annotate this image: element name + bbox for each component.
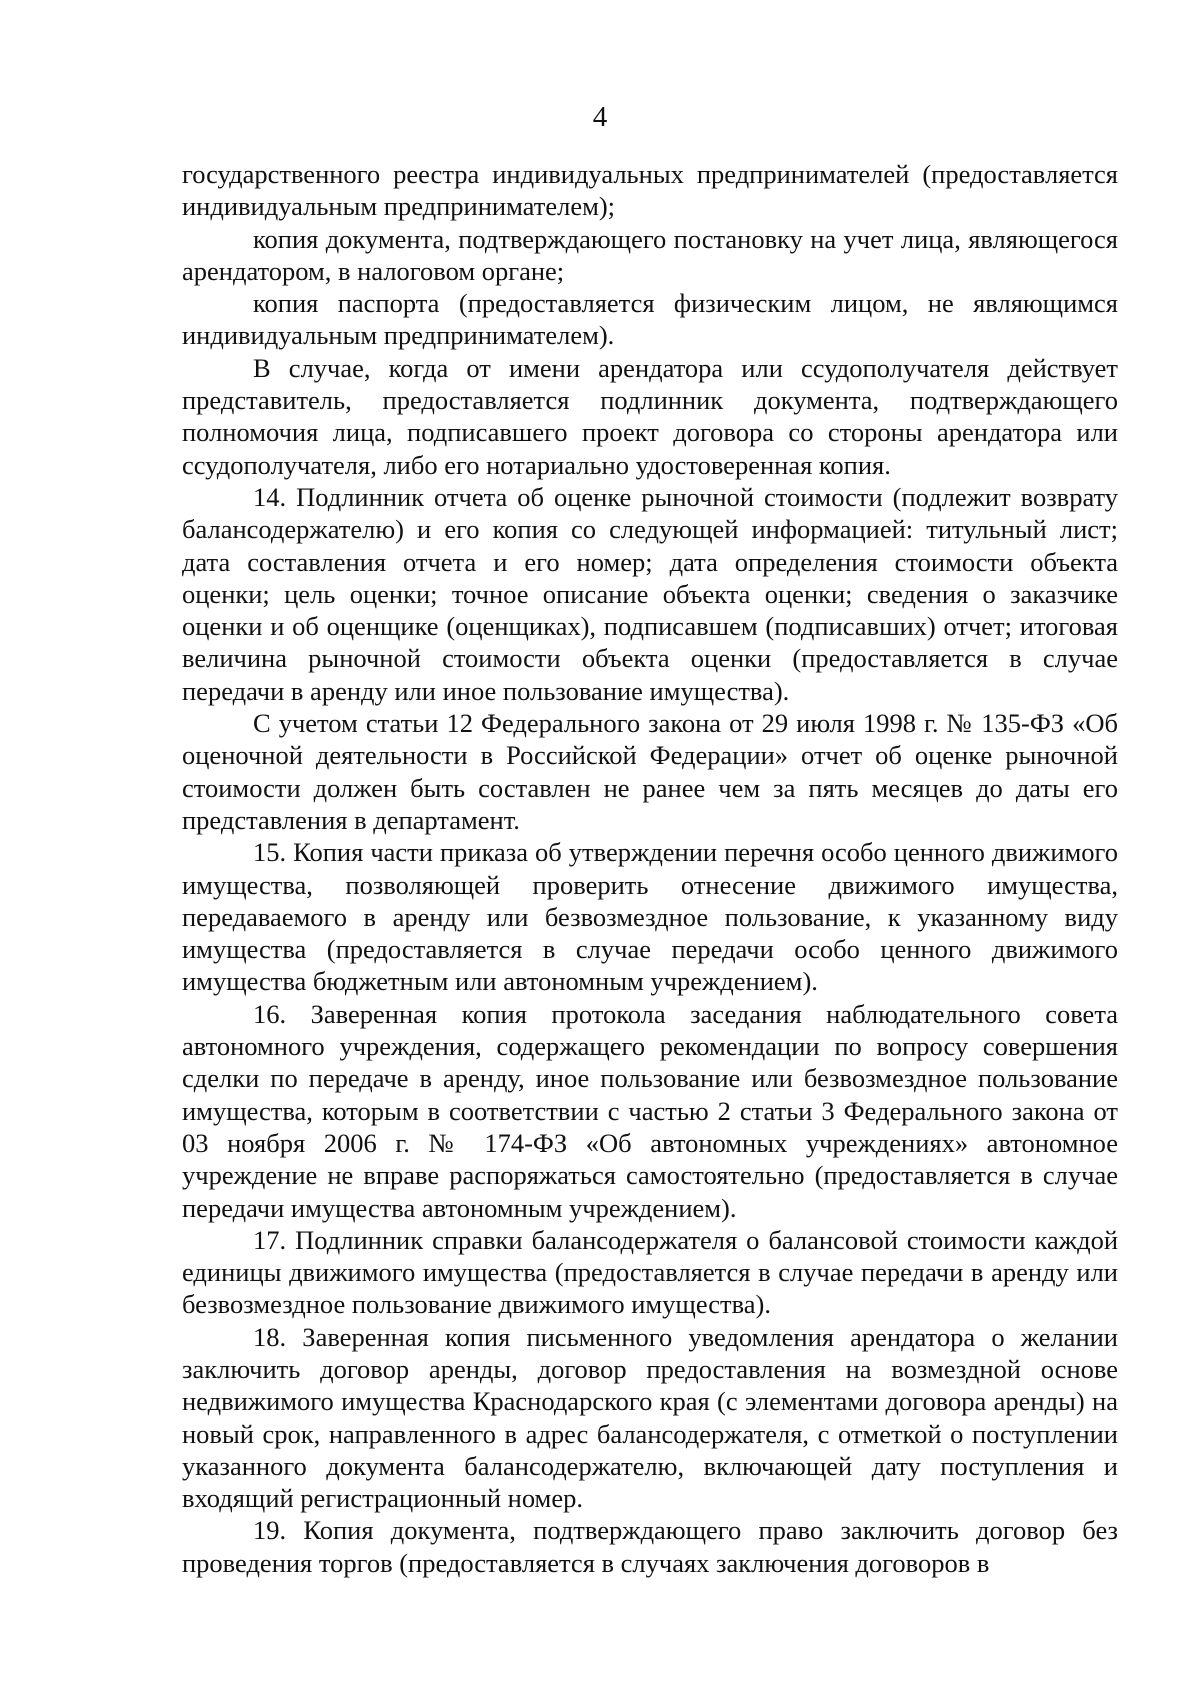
paragraph-tax-registration-copy: копия документа, подтверждающего постановку на учет лица, являющегося арендатором, в налоговом органе; (182, 223, 1118, 286)
paragraph-item-19: 19. Копия документа, подтверждающего право заключить договор без проведения торгов (предоставляется в случаях заключения договоров в (182, 1515, 1118, 1578)
paragraph-item-16: 16. Заверенная копия протокола заседания наблюдательного совета автономного учреждения, содержащего рекомендации по вопросу совершения сделки по передаче в аренду, иное пользование или безвозмездное пользование имущества, которым в соответствии с частью 2 статьи 3 Федерального закона от 03 ноября 2006 г. № 174-ФЗ «Об автономных учреждениях» автономное учреждение не вправе распоряжаться самостоятельно (предоставляется в случае передачи имущества автономным учреждением). (182, 998, 1118, 1223)
paragraph-registry-continuation: государственного реестра индивидуальных предпринимателей (предоставляется индивидуальным предпринимателем); (182, 159, 1118, 222)
paragraph-item-18: 18. Заверенная копия письменного уведомления арендатора о желании заключить договор аренды, договор предоставления на возмездной основе недвижимого имущества Краснодарского края (с элементами договора аренды) на новый срок, направленного в адрес балансодержателя, с отметкой о поступлении указанного документа балансодержателю, включающей дату поступления и входящий регистрационный номер. (182, 1321, 1118, 1514)
document-body (182, 158, 1118, 1579)
paragraph-item-14: 14. Подлинник отчета об оценке рыночной стоимости (подлежит возврату балансодержателю) и его копия со следующей информацией: титульный лист; дата составления отчета и его номер; дата определения стоимости объекта оценки; цель оценки; точное описание объекта оценки; сведения о заказчике оценки и об оценщике (оценщиках), подписавшем (подписавших) отчет; итоговая величина рыночной стоимости объекта оценки (предоставляется в случае передачи в аренду или иное пользование имущества). (182, 481, 1118, 706)
paragraph-item-15: 15. Копия части приказа об утверждении перечня особо ценного движимого имущества, позволяющей проверить отнесение движимого имущества, передаваемого в аренду или безвозмездное пользование, к указанному виду имущества (предоставляется в случае передачи особо ценного движимого имущества бюджетным или автономным учреждением). (182, 837, 1118, 997)
paragraph-representative: В случае, когда от имени арендатора или ссудополучателя действует представитель, предоставляется подлинник документа, подтверждающего полномочия лица, подписавшего проект договора со стороны арендатора или ссудополучателя, либо его нотариально удостоверенная копия. (182, 352, 1118, 480)
paragraph-passport-copy: копия паспорта (предоставляется физическим лицом, не являющимся индивидуальным предпринимателем). (182, 288, 1118, 351)
paragraph-item-17: 17. Подлинник справки балансодержателя о балансовой стоимости каждой единицы движимого имущества (предоставляется в случае передачи в аренду или безвозмездное пользование движимого имущества). (182, 1224, 1118, 1320)
paragraph-valuation-law: С учетом статьи 12 Федерального закона от 29 июля 1998 г. № 135-ФЗ «Об оценочной деятельности в Российской Федерации» отчет об оценке рыночной стоимости должен быть составлен не ранее чем за пять месяцев до даты его представления в департамент. (182, 708, 1118, 835)
page-number: 4 (592, 101, 608, 133)
